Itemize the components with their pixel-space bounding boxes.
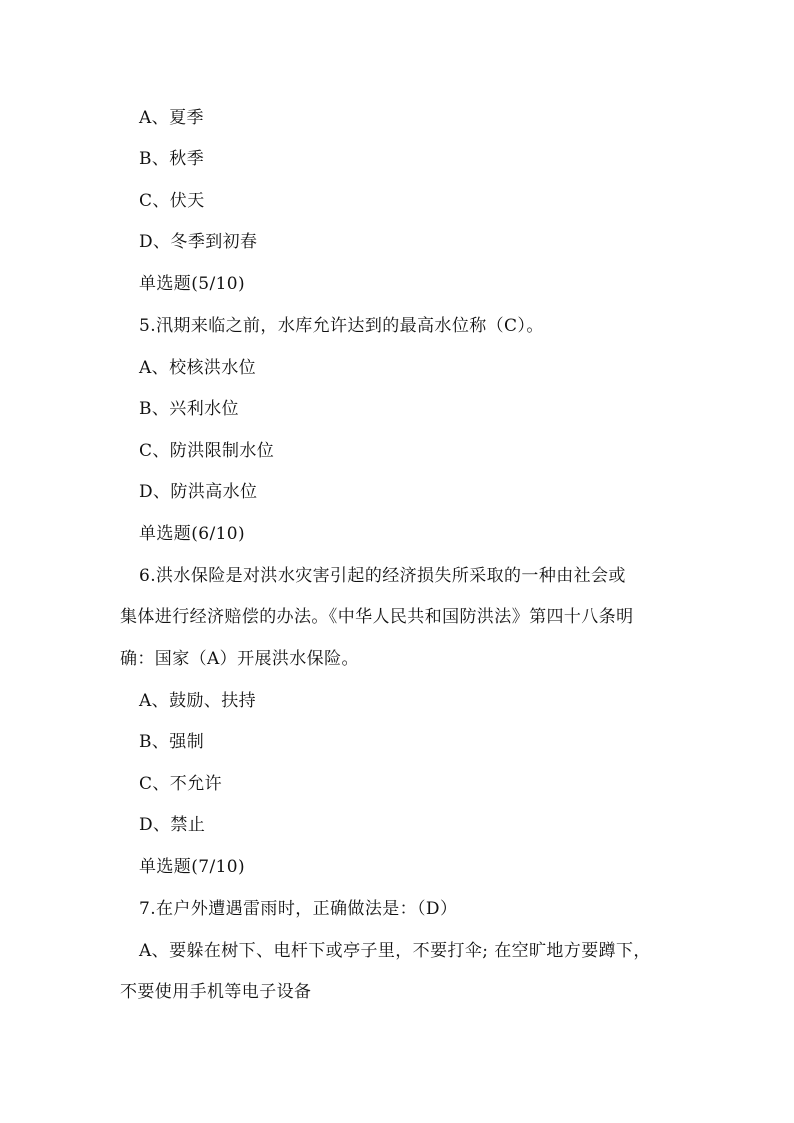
option-a: A、夏季 (139, 108, 204, 128)
question-type-header: 单选题(5/10) (139, 274, 246, 294)
question-text-line-1: 6.洪水保险是对洪水灾害引起的经济损失所采取的一种由社会或 (139, 566, 626, 586)
option-b: B、强制 (139, 732, 205, 752)
option-a-line-2: 不要使用手机等电子设备 (120, 982, 312, 1002)
question-text-line-2: 集体进行经济赔偿的办法。《中华人民共和国防洪法》第四十八条明 (120, 607, 634, 627)
option-a-line-1: A、要躲在树下、电杆下或亭子里，不要打伞; 在空旷地方要蹲下， (139, 941, 651, 961)
option-d: D、防洪高水位 (139, 482, 258, 502)
question-text-line-3: 确：国家（A）开展洪水保险。 (120, 649, 359, 669)
option-b: B、秋季 (139, 149, 205, 169)
question-type-header: 单选题(6/10) (139, 524, 246, 544)
question-type-header: 单选题(7/10) (139, 857, 246, 877)
option-b: B、兴利水位 (139, 399, 239, 419)
option-a: A、校核洪水位 (139, 358, 257, 378)
option-c: C、伏天 (139, 191, 205, 211)
option-c: C、防洪限制水位 (139, 441, 275, 461)
option-d: D、禁止 (139, 815, 206, 835)
question-text: 7.在户外遭遇雷雨时，正确做法是：（D） (139, 899, 458, 919)
question-text: 5.汛期来临之前，水库允许达到的最高水位称（C）。 (139, 316, 544, 336)
option-a: A、鼓励、扶持 (139, 691, 257, 711)
option-d: D、冬季到初春 (139, 232, 258, 252)
option-c: C、不允许 (139, 774, 223, 794)
